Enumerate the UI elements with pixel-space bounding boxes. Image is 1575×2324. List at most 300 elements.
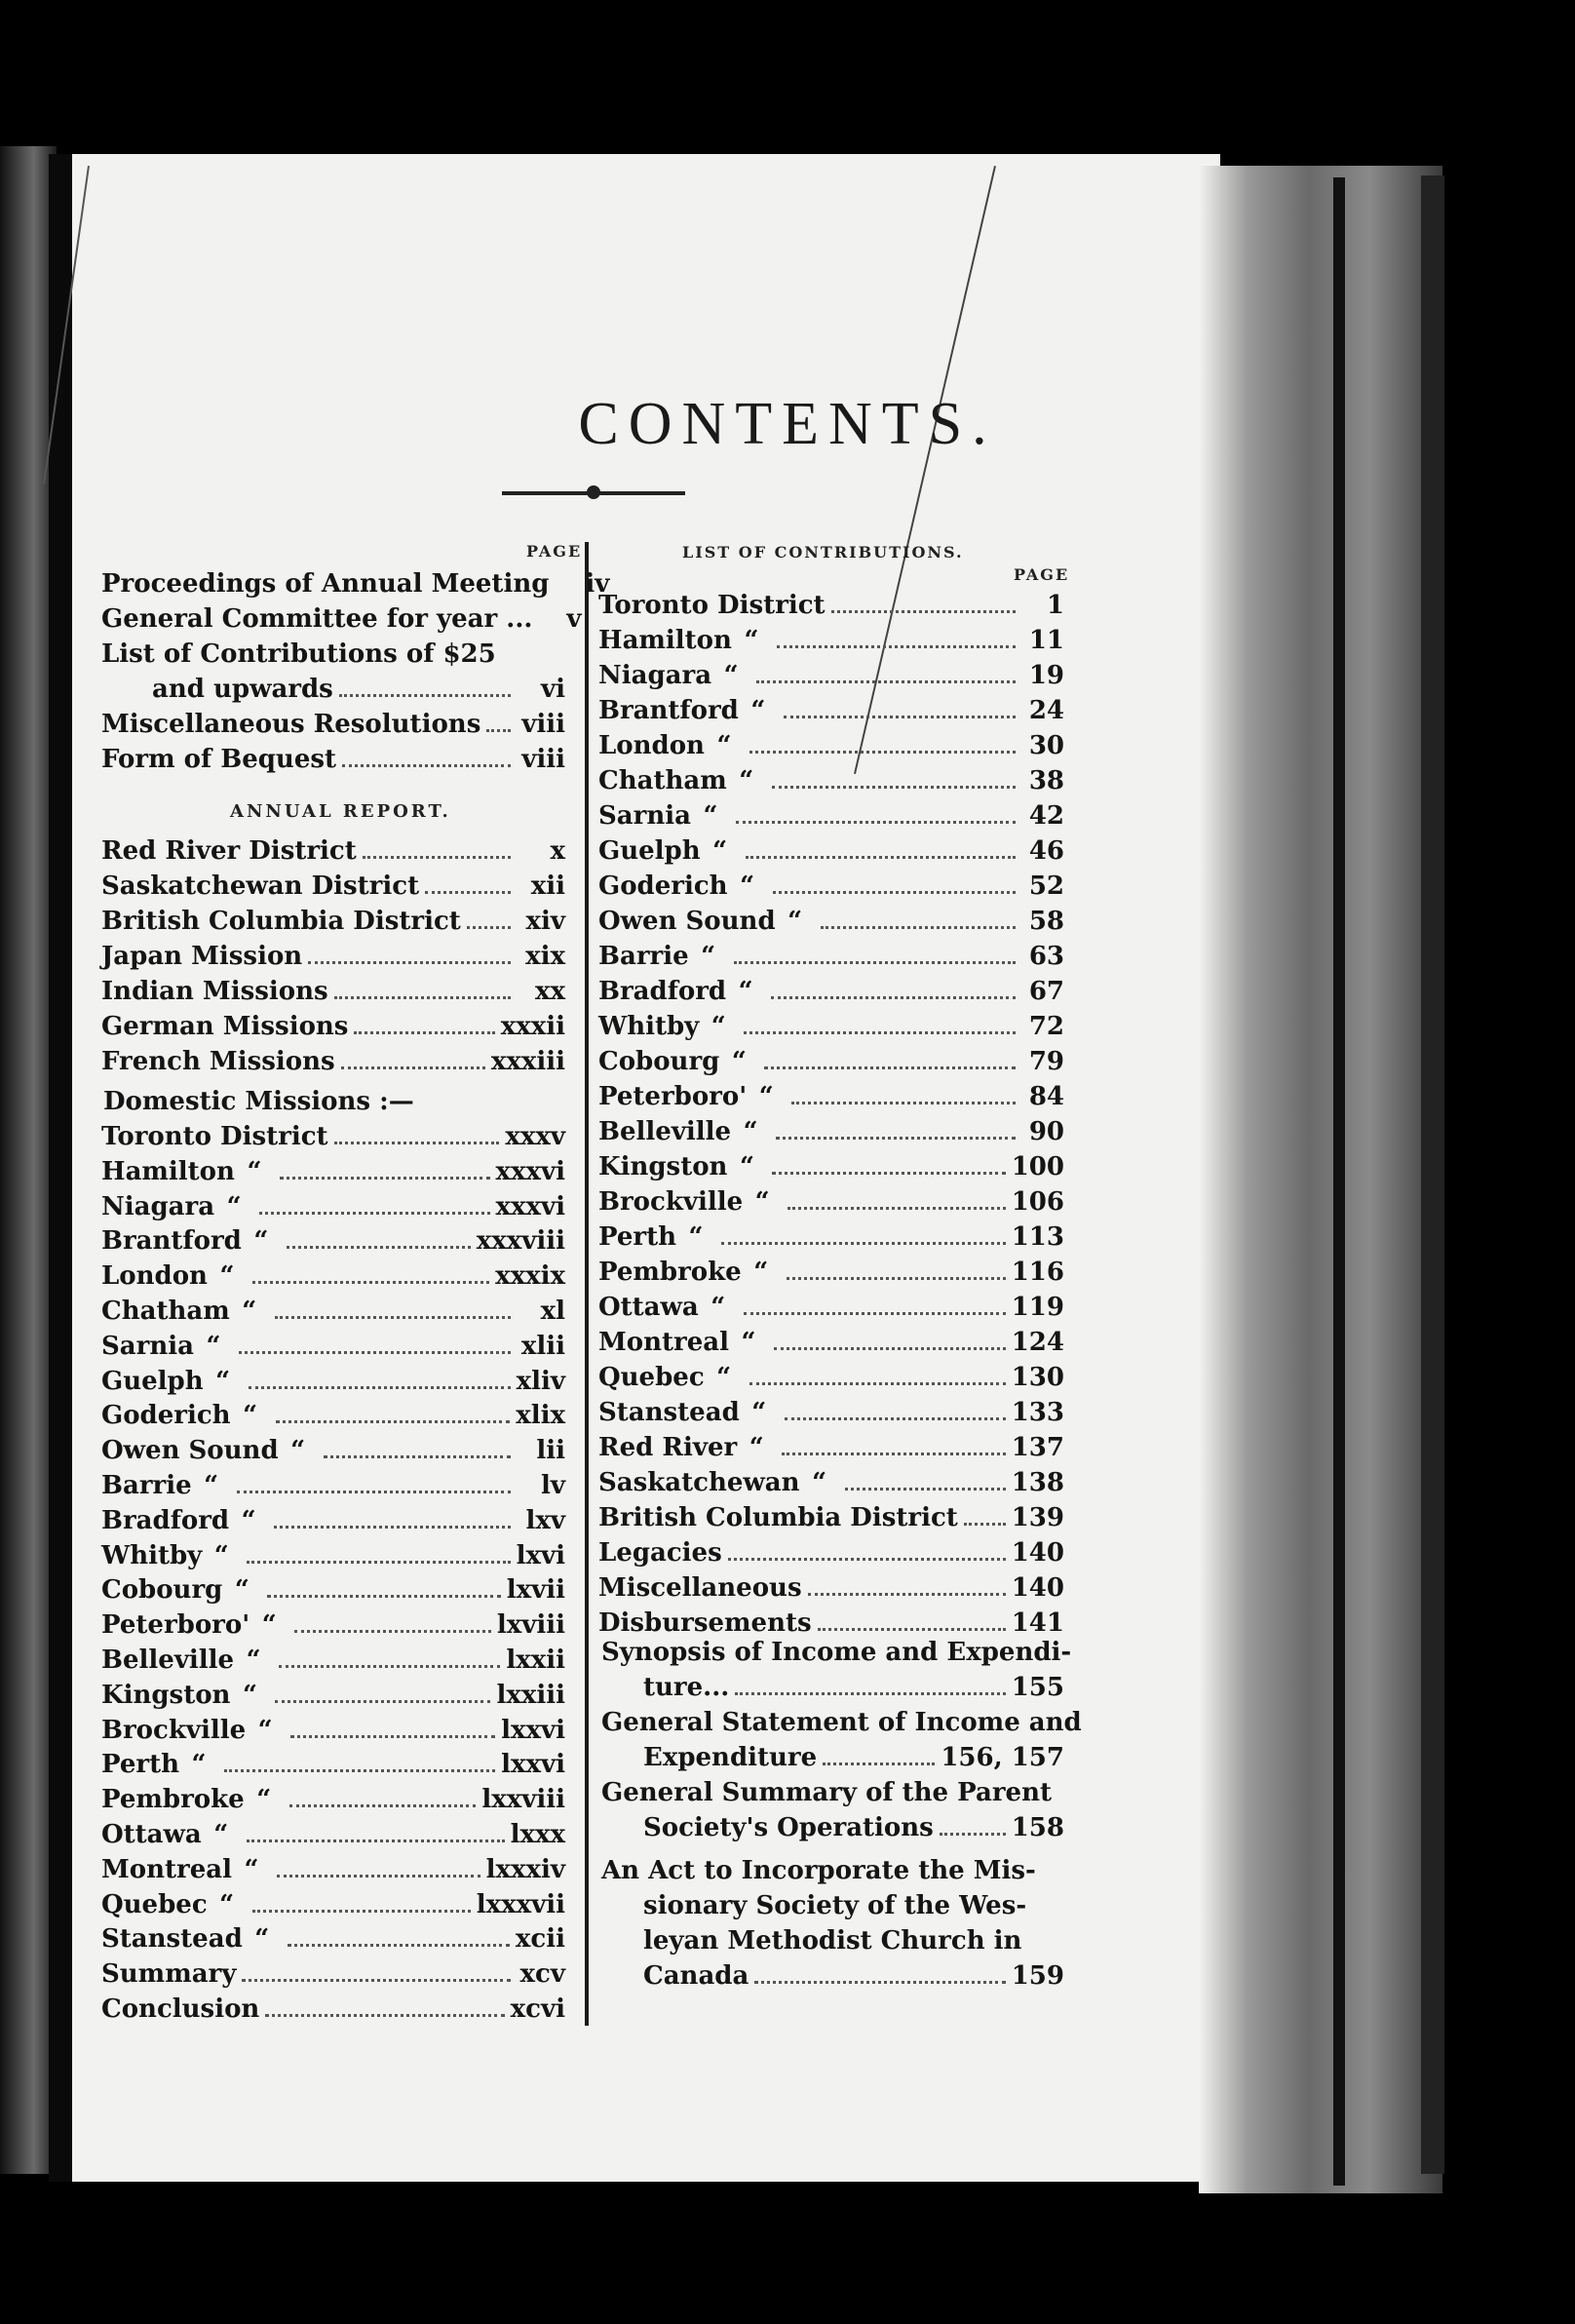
entry-page: 63 xyxy=(1028,942,1064,971)
leader-dots xyxy=(249,1386,511,1389)
entry-name: Guelph xyxy=(101,1366,204,1396)
leader-dots xyxy=(237,1491,511,1493)
entry-page: 130 xyxy=(1011,1363,1064,1392)
entry-page: xii xyxy=(530,872,565,901)
entry-name: Bradford xyxy=(101,1505,230,1535)
toc-entry xyxy=(598,1293,1064,1322)
synopsis-entry xyxy=(643,1673,1064,1702)
toc-entry xyxy=(101,1646,565,1675)
entry-page: lxxiii xyxy=(496,1680,565,1710)
toc-entry xyxy=(101,1959,565,1989)
entry-name: French Missions xyxy=(101,1047,335,1076)
toc-entry xyxy=(101,639,565,669)
entry-name: Hamilton xyxy=(598,626,732,655)
toc-entry xyxy=(598,942,1064,971)
ditto-mark: “ xyxy=(750,696,766,725)
leader-dots xyxy=(486,729,511,732)
entry-name: Saskatchewan xyxy=(598,1468,800,1497)
leader-dots xyxy=(342,764,511,767)
entry-page: v xyxy=(566,604,582,634)
toc-entry xyxy=(101,745,565,774)
entry-name: Toronto District xyxy=(101,1122,328,1151)
leader-dots xyxy=(818,1628,1006,1631)
entry-page: xcii xyxy=(515,1924,565,1955)
entry-page: xxxix xyxy=(495,1261,565,1292)
ditto-mark: “ xyxy=(242,1680,257,1710)
entry-page: 1 xyxy=(1046,591,1064,620)
entry-name: Niagara xyxy=(598,661,712,690)
leader-dots xyxy=(756,680,1016,683)
ditto-mark: “ xyxy=(788,907,803,936)
entry-name: Toronto District xyxy=(598,591,826,620)
leader-dots xyxy=(773,891,1016,894)
entry-name: Chatham xyxy=(101,1297,230,1326)
toc-entry xyxy=(101,1575,565,1605)
entry-page: xl xyxy=(540,1297,565,1326)
leader-dots xyxy=(749,751,1016,754)
toc-entry xyxy=(101,1471,565,1500)
entry-name: Society's Operations xyxy=(643,1813,934,1842)
toc-entry xyxy=(101,1681,565,1710)
general-statement-line1: General Statement of Income and xyxy=(601,1708,1082,1737)
entry-name: Ottawa xyxy=(101,1820,202,1849)
leader-dots xyxy=(308,961,511,964)
toc-entry xyxy=(101,977,565,1006)
leader-dots xyxy=(785,1417,1006,1420)
entry-name: Guelph xyxy=(598,836,701,866)
leader-dots xyxy=(772,1172,1005,1175)
ditto-mark: “ xyxy=(731,1047,747,1076)
entry-page: xliv xyxy=(516,1366,565,1396)
entry-name: Brockville xyxy=(101,1715,247,1745)
leader-dots xyxy=(808,1593,1006,1596)
entry-page: xxxiii xyxy=(490,1047,565,1076)
leader-dots xyxy=(736,821,1016,824)
entry-page: xxxvi xyxy=(495,1191,565,1221)
ditto-mark: “ xyxy=(254,1924,270,1955)
ditto-mark: “ xyxy=(743,1117,758,1146)
toc-entry xyxy=(101,1995,565,2024)
toc-entry xyxy=(598,1258,1064,1287)
entry-page: lxxii xyxy=(506,1646,565,1675)
page-stack-line-outer xyxy=(1421,175,1444,2174)
entry-name: Pembroke xyxy=(101,1785,245,1815)
leader-dots xyxy=(771,996,1016,999)
toc-entry xyxy=(101,1506,565,1535)
toc-entry xyxy=(101,710,565,739)
toc-entry xyxy=(101,907,565,936)
general-summary-line1: General Summary of the Parent xyxy=(601,1778,1053,1807)
entry-name: Owen Sound xyxy=(101,1436,279,1466)
entry-name: Brantford xyxy=(101,1226,242,1257)
leader-dots xyxy=(334,1142,500,1144)
ditto-mark: “ xyxy=(688,1222,704,1252)
entry-page: 133 xyxy=(1011,1398,1064,1427)
entry-page: 141 xyxy=(1011,1608,1064,1638)
entry-name: Expenditure xyxy=(643,1743,818,1772)
entry-page: 138 xyxy=(1011,1468,1064,1497)
leader-dots xyxy=(252,1910,471,1913)
entry-name: Red River xyxy=(598,1433,738,1462)
toc-entry xyxy=(598,801,1064,831)
ditto-mark: “ xyxy=(243,1401,258,1431)
entry-page: 19 xyxy=(1028,661,1064,690)
ditto-mark: “ xyxy=(703,801,718,831)
leader-dots xyxy=(467,926,511,929)
toc-entry xyxy=(598,872,1064,901)
toc-entry xyxy=(598,1082,1064,1111)
leader-dots xyxy=(776,1137,1016,1140)
ditto-mark: “ xyxy=(712,836,728,866)
ditto-mark: “ xyxy=(741,1328,756,1357)
entry-page: 46 xyxy=(1028,836,1064,866)
contributions-heading: LIST OF CONTRIBUTIONS. xyxy=(682,543,964,562)
toc-entry xyxy=(598,1433,1064,1462)
ditto-mark: “ xyxy=(812,1468,827,1497)
ditto-mark: “ xyxy=(213,1540,229,1570)
toc-entry xyxy=(101,1367,565,1396)
entry-name: Peterboro' xyxy=(101,1610,250,1641)
toc-entry xyxy=(101,872,565,901)
entry-name: Cobourg xyxy=(598,1047,720,1076)
entry-page: xlix xyxy=(516,1401,565,1431)
toc-entry xyxy=(598,1468,1064,1497)
toc-entry xyxy=(598,1363,1064,1392)
synopsis-line1: Synopsis of Income and Expendi- xyxy=(601,1638,1072,1667)
toc-entry xyxy=(598,1222,1064,1252)
toc-entry xyxy=(598,1187,1064,1217)
toc-entry xyxy=(101,1122,565,1151)
leader-dots xyxy=(259,1212,489,1215)
entry-name: Whitby xyxy=(101,1540,203,1570)
leader-dots xyxy=(267,1595,500,1598)
entry-page: 52 xyxy=(1028,872,1064,901)
toc-entry xyxy=(101,1785,565,1814)
entry-page: 140 xyxy=(1011,1538,1064,1568)
leader-dots xyxy=(782,1452,1006,1455)
ditto-mark: “ xyxy=(758,1082,774,1111)
entry-page: lxv xyxy=(525,1505,565,1535)
entry-page: lv xyxy=(541,1471,565,1500)
ditto-mark: “ xyxy=(754,1187,770,1217)
entry-page: 38 xyxy=(1028,766,1064,795)
ditto-mark: “ xyxy=(204,1471,219,1500)
ditto-mark: “ xyxy=(213,1820,229,1849)
entry-page: xxxv xyxy=(505,1122,565,1151)
toc-entry xyxy=(101,942,565,971)
leader-dots xyxy=(274,1526,511,1529)
entry-name: Niagara xyxy=(101,1191,215,1221)
entry-page: iv xyxy=(585,569,610,599)
entry-name: Barrie xyxy=(598,942,689,971)
ditto-mark: “ xyxy=(234,1575,250,1606)
entry-page: 84 xyxy=(1028,1082,1064,1111)
entry-name: Whitby xyxy=(598,1012,700,1041)
toc-entry xyxy=(598,1503,1064,1532)
entry-page: viii xyxy=(521,710,565,739)
entry-page: 137 xyxy=(1011,1433,1064,1462)
entry-page: 113 xyxy=(1011,1222,1064,1252)
entry-name: Indian Missions xyxy=(101,977,328,1006)
act-line3: leyan Methodist Church in xyxy=(643,1926,1022,1956)
entry-name: Kingston xyxy=(598,1152,728,1181)
entry-name: Japan Mission xyxy=(101,942,303,971)
entry-name: Red River District xyxy=(101,836,357,866)
leader-dots xyxy=(940,1833,1006,1836)
leader-dots xyxy=(280,1177,490,1180)
entry-name: Legacies xyxy=(598,1538,722,1568)
toc-entry xyxy=(598,731,1064,760)
leader-dots xyxy=(290,1735,495,1738)
general-summary-entry xyxy=(643,1813,1064,1842)
toc-entry xyxy=(101,836,565,866)
toc-entry xyxy=(598,1538,1064,1568)
toc-entry xyxy=(598,1117,1064,1146)
entry-page: 90 xyxy=(1028,1117,1064,1146)
ditto-mark: “ xyxy=(246,1646,261,1675)
ditto-mark: “ xyxy=(215,1366,231,1396)
entry-page: 79 xyxy=(1028,1047,1064,1076)
entry-name: London xyxy=(101,1261,208,1292)
toc-entry xyxy=(598,1573,1064,1603)
toc-entry xyxy=(101,1855,565,1884)
entry-page: lxvii xyxy=(506,1575,565,1606)
entry-page: 72 xyxy=(1028,1012,1064,1041)
entry-page: lxxvi xyxy=(501,1750,565,1780)
ditto-mark: “ xyxy=(753,1258,769,1287)
toc-entry xyxy=(598,1608,1064,1638)
entry-name: Belleville xyxy=(101,1646,235,1675)
toc-entry xyxy=(101,1226,565,1256)
leader-dots xyxy=(247,1840,505,1842)
entry-name: Sarnia xyxy=(101,1331,194,1361)
ditto-mark: “ xyxy=(244,1854,259,1884)
toc-entry xyxy=(101,1047,565,1076)
toc-entry xyxy=(598,1047,1064,1076)
toc-entry xyxy=(101,1332,565,1361)
page-column-header: PAGE xyxy=(1014,565,1070,584)
toc-entry xyxy=(598,626,1064,655)
entry-page: 24 xyxy=(1028,696,1064,725)
entry-page: 155 xyxy=(1011,1673,1064,1702)
entry-name: Miscellaneous xyxy=(598,1573,802,1603)
leader-dots xyxy=(774,1347,1006,1350)
entry-page: lxxxvii xyxy=(476,1889,565,1919)
ditto-mark: “ xyxy=(206,1331,221,1361)
toc-entry xyxy=(598,907,1064,936)
ditto-mark: “ xyxy=(739,1152,754,1181)
entry-name: Sarnia xyxy=(598,801,691,831)
leader-dots xyxy=(791,1102,1016,1104)
entry-page: xcv xyxy=(519,1959,565,1990)
ditto-mark: “ xyxy=(257,1715,273,1745)
entry-page: vi xyxy=(541,675,565,704)
entry-name: Stanstead xyxy=(101,1924,243,1955)
ditto-mark: “ xyxy=(701,942,716,971)
leader-dots xyxy=(277,1875,480,1878)
entry-name: Montreal xyxy=(101,1854,232,1884)
entry-page: xlii xyxy=(520,1331,565,1361)
entry-name: Owen Sound xyxy=(598,907,776,936)
entry-name: Brantford xyxy=(598,696,739,725)
entry-name: British Columbia District xyxy=(101,907,461,936)
leader-dots xyxy=(821,926,1016,929)
leader-dots xyxy=(777,645,1016,648)
ditto-mark: “ xyxy=(219,1261,235,1292)
toc-entry xyxy=(101,1297,565,1326)
entry-name: Perth xyxy=(101,1750,180,1780)
page-stack-line xyxy=(1333,177,1345,2186)
leader-dots xyxy=(831,610,1016,613)
toc-entry xyxy=(598,591,1064,620)
toc-entry xyxy=(101,1541,565,1570)
entry-page: xxxii xyxy=(500,1012,565,1041)
toc-entry xyxy=(101,1192,565,1221)
entry-name: Proceedings of Annual Meeting xyxy=(101,569,550,599)
entry-name: Form of Bequest xyxy=(101,745,337,774)
leader-dots xyxy=(354,1031,494,1034)
entry-page: 11 xyxy=(1028,626,1064,655)
toc-entry xyxy=(101,1820,565,1849)
leader-dots xyxy=(721,1242,1006,1245)
title-ornament xyxy=(587,485,600,499)
ditto-mark: “ xyxy=(226,1191,242,1221)
general-statement-entry xyxy=(643,1743,1064,1772)
entry-page: xix xyxy=(525,942,565,971)
entry-name: Hamilton xyxy=(101,1156,235,1186)
ditto-mark: “ xyxy=(256,1785,272,1815)
leader-dots xyxy=(341,1066,485,1069)
leader-dots xyxy=(823,1762,935,1765)
entry-page: 116 xyxy=(1011,1258,1064,1287)
ditto-mark: “ xyxy=(711,1012,726,1041)
entry-page: xcvi xyxy=(510,1995,565,2024)
entry-page: lxvi xyxy=(516,1540,565,1570)
toc-entry xyxy=(598,977,1064,1006)
leader-dots xyxy=(252,1281,489,1284)
entry-name: Chatham xyxy=(598,766,727,795)
entry-name: Belleville xyxy=(598,1117,732,1146)
entry-page: viii xyxy=(521,745,565,774)
leader-dots xyxy=(334,996,511,999)
entry-page: 119 xyxy=(1011,1293,1064,1322)
leader-dots xyxy=(784,716,1016,718)
leader-dots xyxy=(294,1630,491,1633)
toc-entry xyxy=(598,836,1064,866)
entry-page: 158 xyxy=(1011,1813,1064,1842)
toc-entry xyxy=(598,696,1064,725)
ditto-mark: “ xyxy=(751,1398,767,1427)
entry-page: lxxvi xyxy=(501,1715,565,1745)
leader-dots xyxy=(288,1944,510,1947)
entry-name: Pembroke xyxy=(598,1258,742,1287)
entry-page: lxviii xyxy=(496,1610,565,1641)
leader-dots xyxy=(276,1420,511,1423)
toc-entry xyxy=(101,1716,565,1745)
entry-name: Ottawa xyxy=(598,1293,699,1322)
leader-dots xyxy=(247,1561,510,1564)
leader-dots xyxy=(744,1312,1006,1315)
entry-name: Conclusion xyxy=(101,1995,260,2024)
ditto-mark: “ xyxy=(716,731,732,760)
toc-entry xyxy=(598,1398,1064,1427)
entry-name: Goderich xyxy=(101,1401,231,1431)
ditto-mark: “ xyxy=(191,1750,207,1780)
entry-name: Perth xyxy=(598,1222,677,1252)
entry-name: German Missions xyxy=(101,1012,349,1041)
leader-dots xyxy=(265,2014,504,2017)
entry-name: Barrie xyxy=(101,1471,192,1500)
entry-name: Quebec xyxy=(101,1889,208,1919)
entry-page: lxxxiv xyxy=(485,1854,565,1884)
entry-page: xxxvi xyxy=(495,1156,565,1186)
ditto-mark: “ xyxy=(738,977,753,1006)
entry-name: Disbursements xyxy=(598,1608,812,1638)
ditto-mark: “ xyxy=(242,1297,257,1326)
ditto-mark: “ xyxy=(723,661,739,690)
entry-name: Cobourg xyxy=(101,1575,223,1606)
entry-name: Peterboro' xyxy=(598,1082,748,1111)
annual-report-heading: ANNUAL REPORT. xyxy=(230,801,451,822)
leader-dots xyxy=(744,1031,1016,1034)
page-title: CONTENTS. xyxy=(578,391,997,457)
entry-page: lxxviii xyxy=(481,1785,565,1815)
page-column-header: PAGE xyxy=(526,542,583,561)
toc-entry xyxy=(598,766,1064,795)
leader-dots xyxy=(289,1804,477,1807)
entry-page: 58 xyxy=(1028,907,1064,936)
leader-dots xyxy=(764,1066,1016,1069)
leader-dots xyxy=(287,1246,471,1249)
entry-page: x xyxy=(550,836,565,866)
entry-name: Canada xyxy=(643,1961,749,1991)
leader-dots xyxy=(964,1523,1006,1526)
act-line2: sionary Society of the Wes- xyxy=(643,1891,1027,1920)
leader-dots xyxy=(279,1665,500,1668)
leader-dots xyxy=(845,1488,1006,1491)
ditto-mark: “ xyxy=(744,626,759,655)
ditto-mark: “ xyxy=(716,1363,732,1392)
leader-dots xyxy=(242,1979,511,1982)
leader-dots xyxy=(735,1692,1005,1695)
toc-entry xyxy=(101,1012,565,1041)
entry-name: Quebec xyxy=(598,1363,705,1392)
ditto-mark: “ xyxy=(749,1433,764,1462)
toc-entry xyxy=(101,1261,565,1291)
leader-dots xyxy=(324,1455,511,1458)
toc-entry xyxy=(101,1924,565,1954)
leader-dots xyxy=(275,1700,490,1703)
leader-dots xyxy=(363,856,511,859)
leader-dots xyxy=(425,891,511,894)
entry-name: Kingston xyxy=(101,1680,231,1710)
act-line1: An Act to Incorporate the Mis- xyxy=(601,1856,1036,1885)
leader-dots xyxy=(224,1769,495,1772)
entry-name: Goderich xyxy=(598,872,728,901)
entry-page: 30 xyxy=(1028,731,1064,760)
toc-entry xyxy=(101,1750,565,1779)
entry-page: xxxviii xyxy=(476,1226,565,1257)
entry-page: 67 xyxy=(1028,977,1064,1006)
entry-name: Miscellaneous Resolutions xyxy=(101,710,481,739)
ditto-mark: “ xyxy=(253,1226,269,1257)
entry-name: General Committee for year ... xyxy=(101,604,533,634)
entry-name: ture... xyxy=(643,1673,730,1702)
ditto-mark: “ xyxy=(740,872,755,901)
leader-dots xyxy=(772,786,1016,789)
entry-name: List of Contributions of $25 xyxy=(101,639,496,669)
entry-name: Stanstead xyxy=(598,1398,740,1427)
